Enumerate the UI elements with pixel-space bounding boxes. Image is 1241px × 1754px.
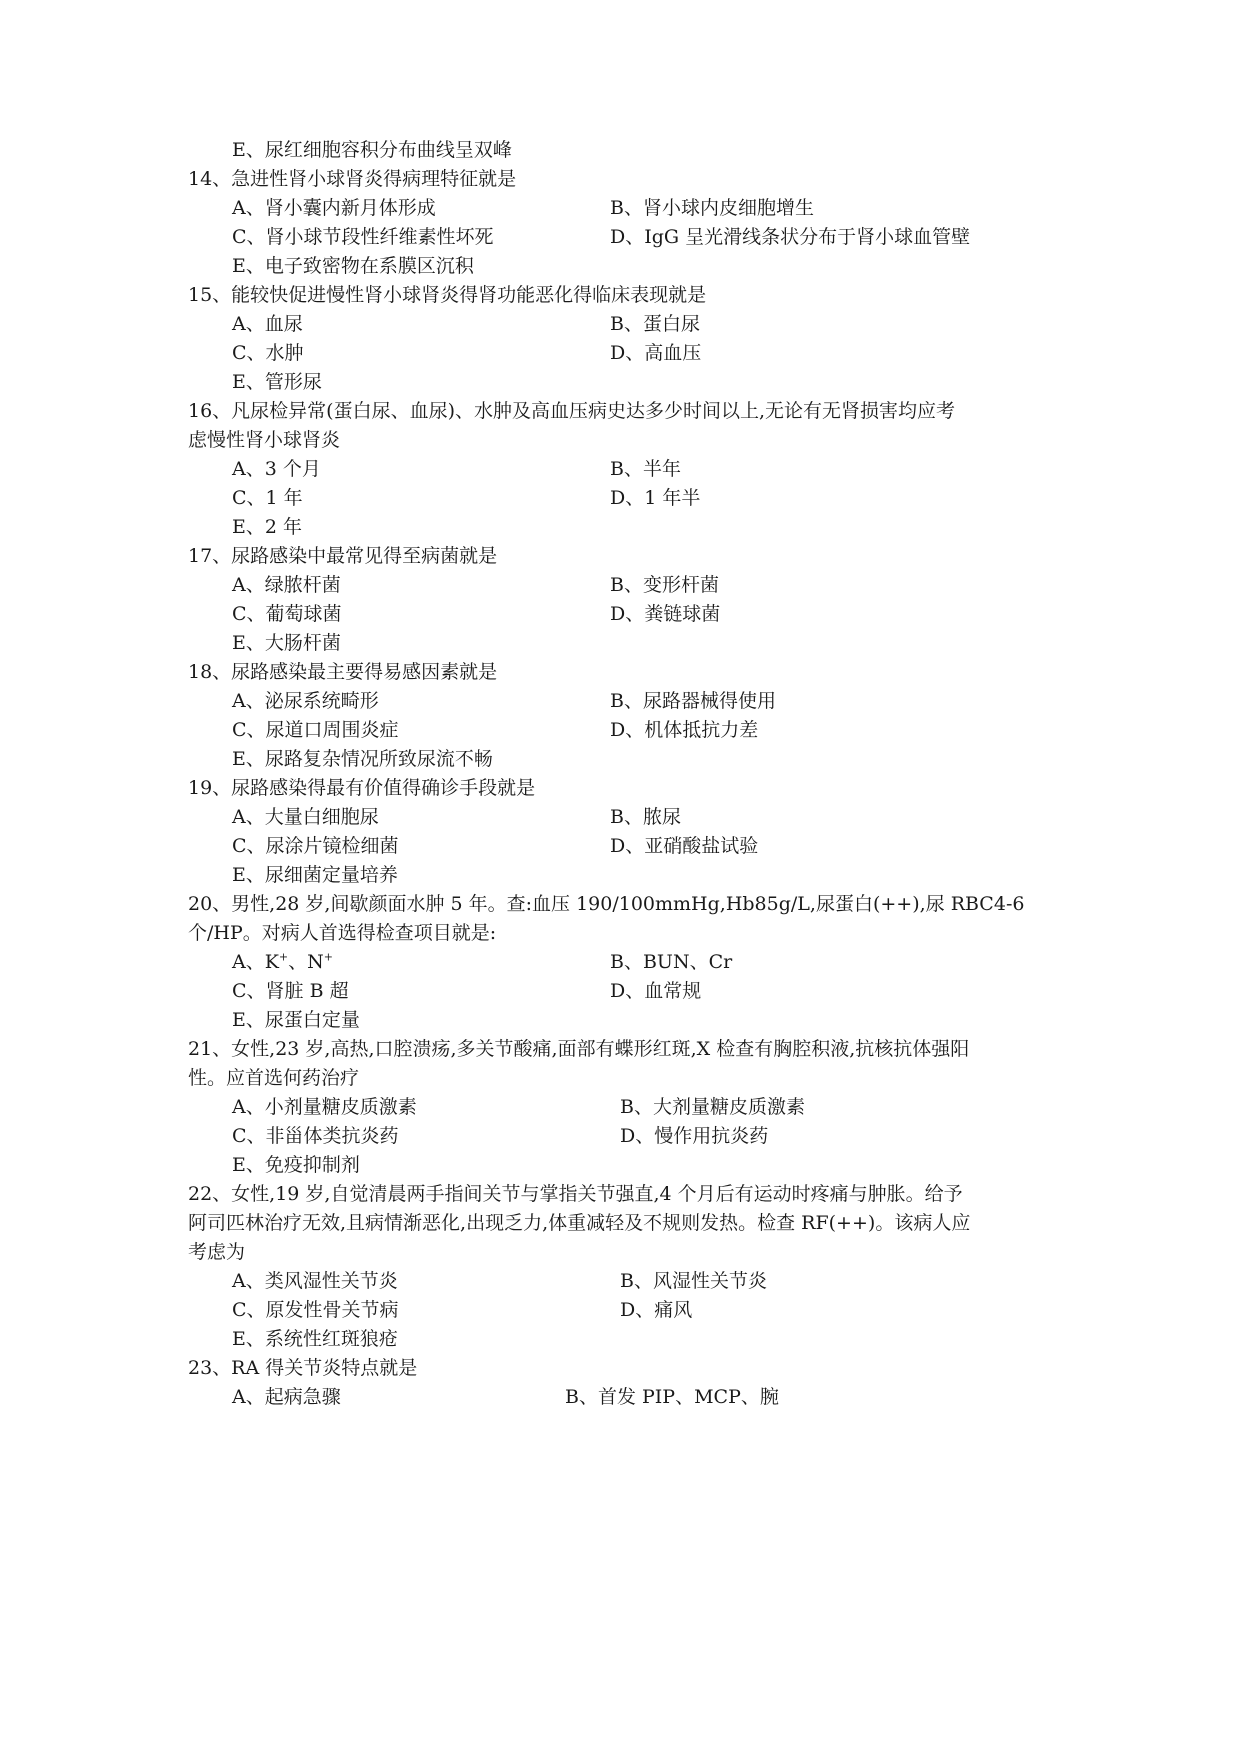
option-16d: D、1 年半: [610, 487, 701, 509]
option-21a: A、小剂量糖皮质激素: [232, 1096, 417, 1118]
option-19e: E、尿细菌定量培养: [232, 864, 398, 886]
option-15d: D、高血压: [610, 342, 702, 364]
option-19a: A、大量白细胞尿: [232, 806, 379, 828]
option-20c: C、肾脏 B 超: [232, 980, 349, 1002]
option-21b: B、大剂量糖皮质激素: [620, 1096, 805, 1118]
option-14e: E、电子致密物在系膜区沉积: [232, 255, 474, 277]
option-18a: A、泌尿系统畸形: [232, 690, 379, 712]
question-20: 20、男性,28 岁,间歇颜面水肿 5 年。查:血压 190/100mmHg,Hb85g/L,尿蛋白(++),尿 RBC4-6: [188, 893, 1025, 915]
option-16e: E、2 年: [232, 516, 302, 538]
question-23: 23、RA 得关节炎特点就是: [188, 1357, 418, 1379]
option-19c: C、尿涂片镜检细菌: [232, 835, 399, 857]
question-19: 19、尿路感染得最有价值得确诊手段就是: [188, 777, 536, 799]
option-16a: A、3 个月: [232, 458, 321, 480]
question-14: 14、急进性肾小球肾炎得病理特征就是: [188, 168, 517, 190]
option-22d: D、痛风: [620, 1299, 693, 1321]
option-17e: E、大肠杆菌: [232, 632, 341, 654]
option-19b: B、脓尿: [610, 806, 681, 828]
option-15e: E、管形尿: [232, 371, 322, 393]
option-23b: B、首发 PIP、MCP、腕: [565, 1386, 779, 1408]
question-16-cont: 虑慢性肾小球肾炎: [188, 429, 341, 451]
option-20b: B、BUN、Cr: [610, 951, 733, 973]
option-22b: B、风湿性关节炎: [620, 1270, 767, 1292]
option-22e: E、系统性红斑狼疮: [232, 1328, 398, 1350]
option-15b: B、蛋白尿: [610, 313, 700, 335]
question-16: 16、凡尿检异常(蛋白尿、血尿)、水肿及高血压病史达多少时间以上,无论有无肾损害均应考: [188, 400, 956, 422]
option-15c: C、水肿: [232, 342, 304, 364]
question-22: 22、女性,19 岁,自觉清晨两手指间关节与掌指关节强直,4 个月后有运动时疼痛与肿胀。给予: [188, 1183, 963, 1205]
option-20e: E、尿蛋白定量: [232, 1009, 360, 1031]
option-17c: C、葡萄球菌: [232, 603, 342, 625]
option-18d: D、机体抵抗力差: [610, 719, 759, 741]
option-22a: A、类风湿性关节炎: [232, 1270, 398, 1292]
option-17b: B、变形杆菌: [610, 574, 719, 596]
option-21e: E、免疫抑制剂: [232, 1154, 360, 1176]
question-17: 17、尿路感染中最常见得至病菌就是: [188, 545, 498, 567]
option-14c: C、肾小球节段性纤维素性坏死: [232, 226, 494, 248]
option-16c: C、1 年: [232, 487, 303, 509]
option-17d: D、粪链球菌: [610, 603, 721, 625]
option-14a: A、肾小囊内新月体形成: [232, 197, 436, 219]
option-14d: D、IgG 呈光滑线条状分布于肾小球血管壁: [610, 226, 971, 248]
question-18: 18、尿路感染最主要得易感因素就是: [188, 661, 498, 683]
option-13e: E、尿红细胞容积分布曲线呈双峰: [232, 139, 512, 161]
option-17a: A、绿脓杆菌: [232, 574, 341, 596]
option-21c: C、非甾体类抗炎药: [232, 1125, 399, 1147]
question-21-cont: 性。应首选何药治疗: [188, 1067, 360, 1089]
question-22-cont1: 阿司匹林治疗无效,且病情渐恶化,出现乏力,体重减轻及不规则发热。检查 RF(++)。该病人应: [188, 1212, 971, 1234]
option-22c: C、原发性骨关节病: [232, 1299, 399, 1321]
option-20a: A、K+、N+: [232, 950, 333, 973]
option-15a: A、血尿: [232, 313, 303, 335]
option-23a: A、起病急骤: [232, 1386, 341, 1408]
question-15: 15、能较快促进慢性肾小球肾炎得肾功能恶化得临床表现就是: [188, 284, 707, 306]
option-21d: D、慢作用抗炎药: [620, 1125, 769, 1147]
option-20d: D、血常规: [610, 980, 702, 1002]
option-18c: C、尿道口周围炎症: [232, 719, 399, 741]
question-20-cont: 个/HP。对病人首选得检查项目就是:: [188, 922, 497, 944]
option-16b: B、半年: [610, 458, 681, 480]
question-22-cont2: 考虑为: [188, 1241, 246, 1263]
option-19d: D、亚硝酸盐试验: [610, 835, 759, 857]
question-21: 21、女性,23 岁,高热,口腔溃疡,多关节酸痛,面部有蝶形红斑,X 检查有胸腔积液,抗核抗体强阳: [188, 1038, 970, 1060]
option-18e: E、尿路复杂情况所致尿流不畅: [232, 748, 493, 770]
option-14b: B、肾小球内皮细胞增生: [610, 197, 814, 219]
option-18b: B、尿路器械得使用: [610, 690, 776, 712]
